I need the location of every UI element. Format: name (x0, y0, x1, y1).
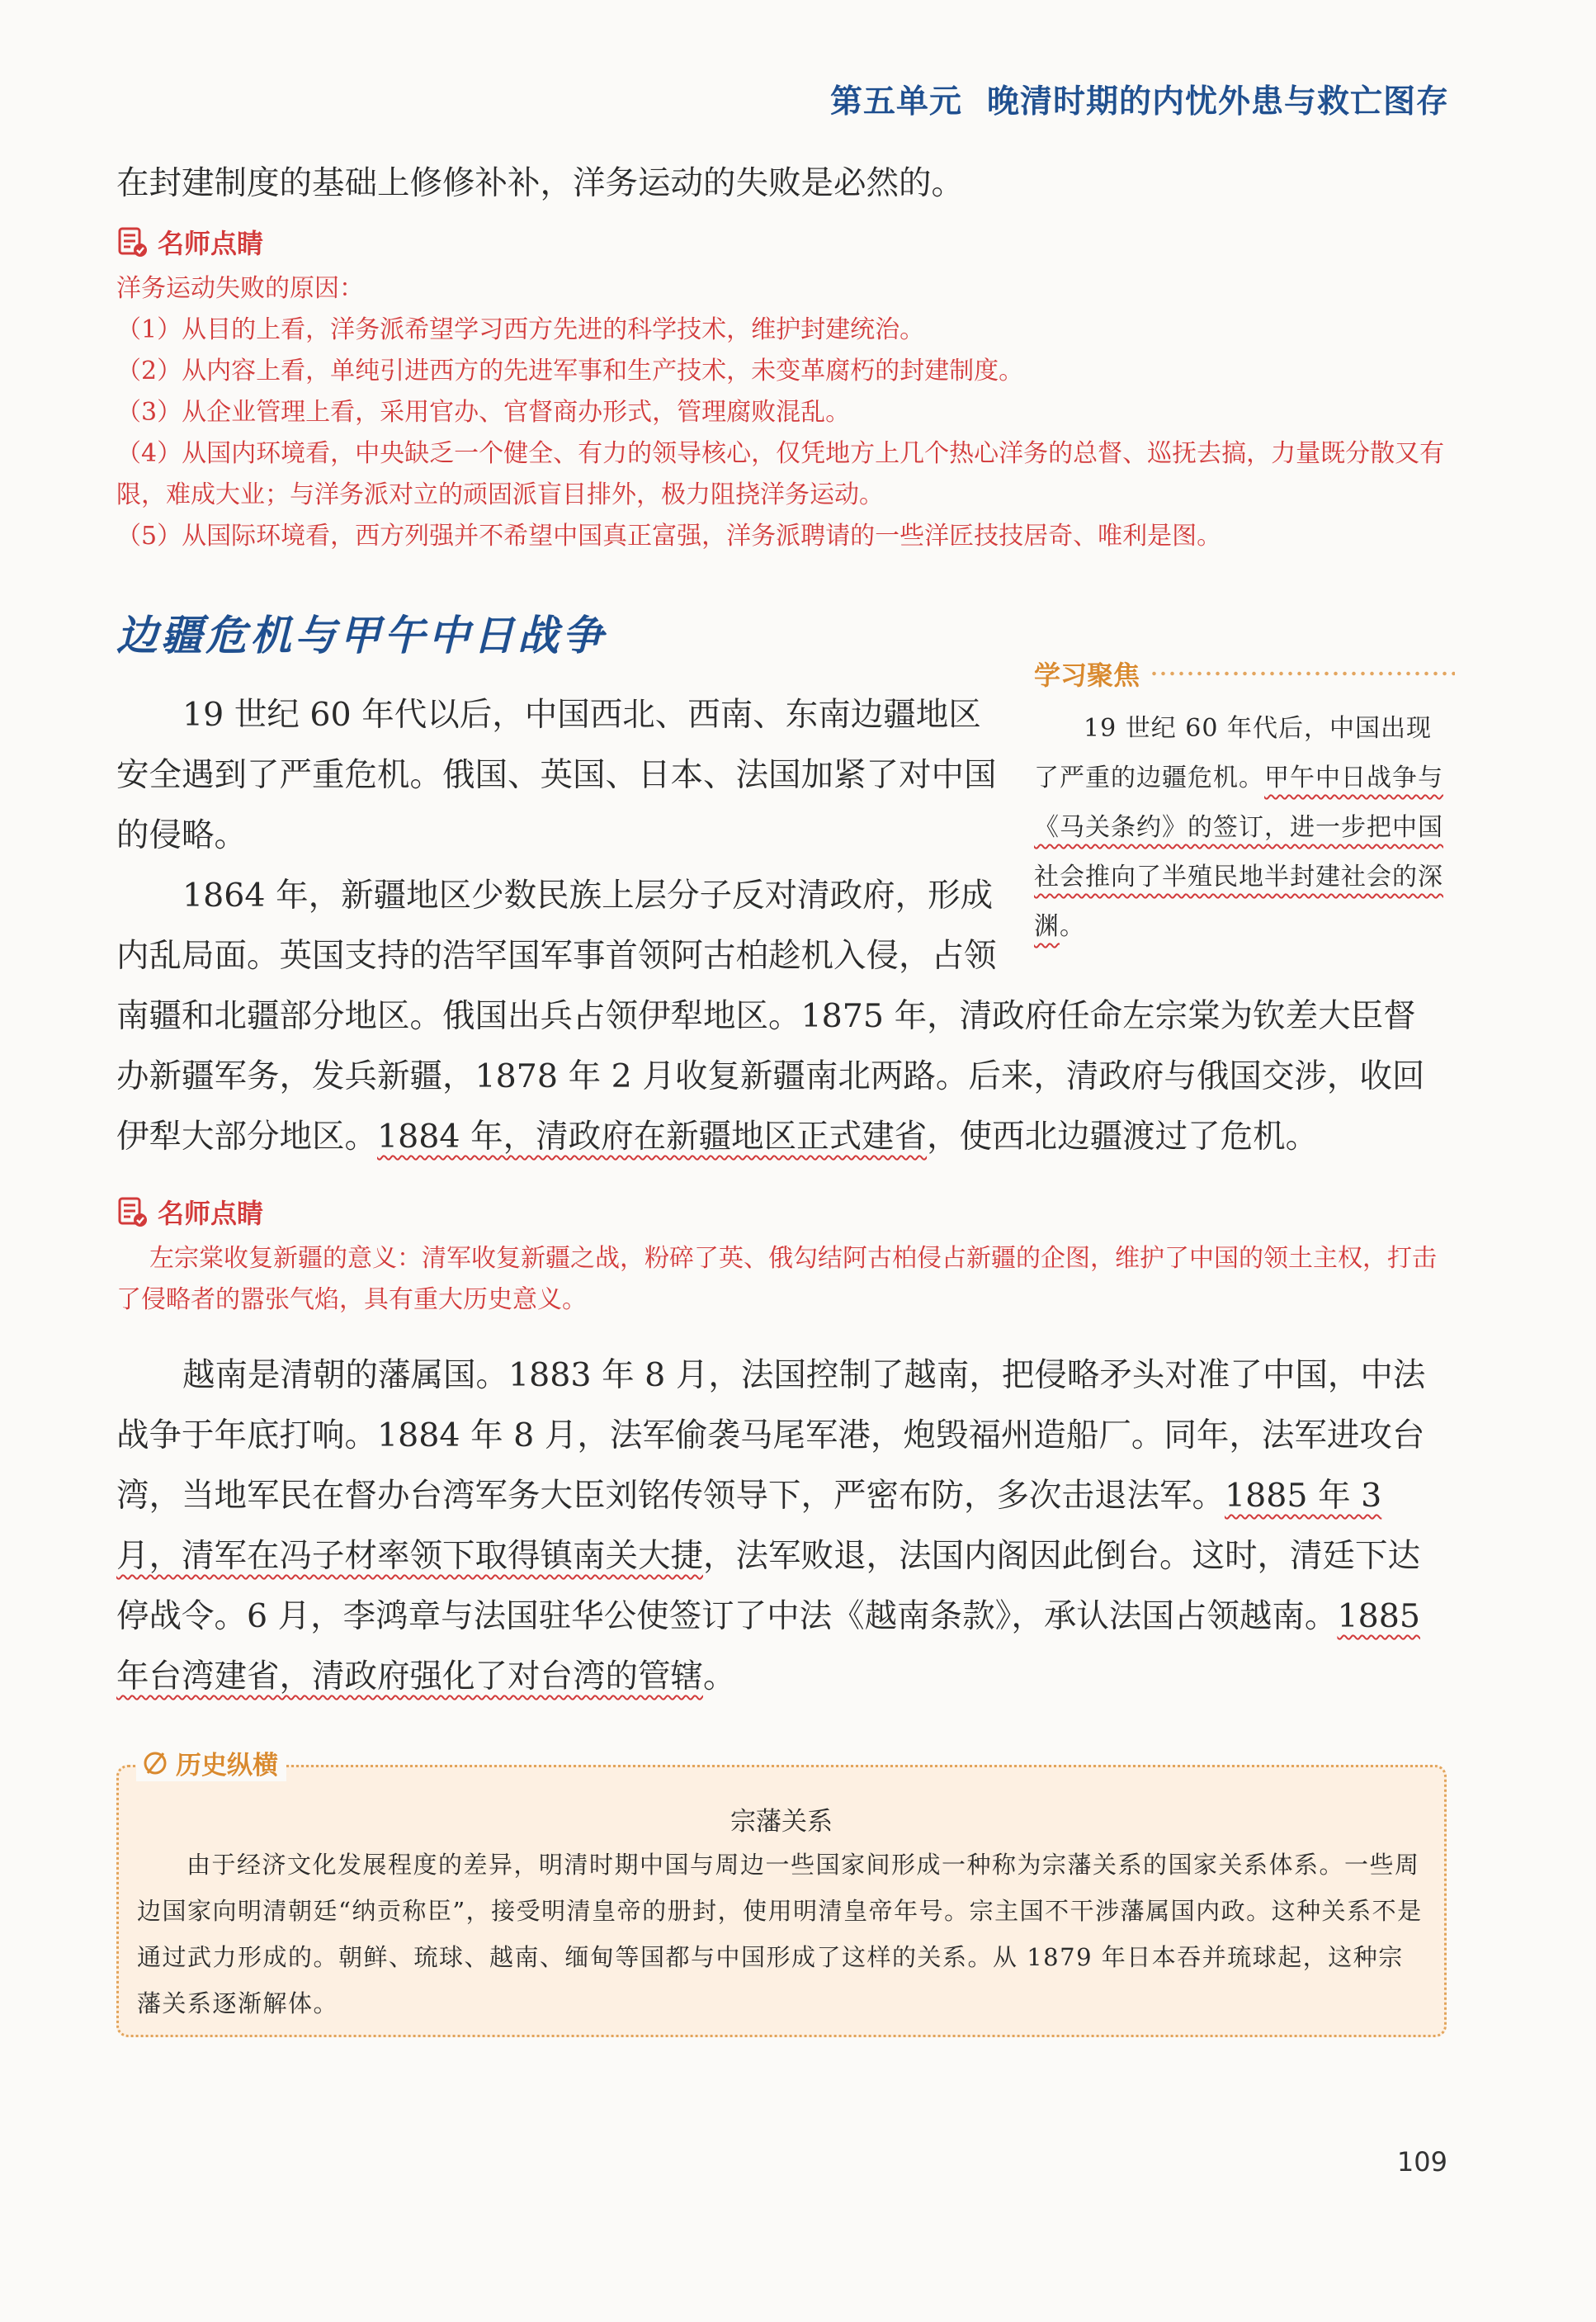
para-3-block (116, 1345, 1447, 1707)
para-1-block (116, 685, 1008, 866)
para-3-part2: ，法军败退，法国内阁因此倒台。这时，清廷下达停战令。6 月，李鸿章与法国驻华公使签订了中法《越南条款》，承认法国占领越南。 (116, 1537, 1420, 1635)
para-2-part2: ，使西北边疆渡过了危机。 (927, 1118, 1319, 1156)
para-3-part3: 。 (703, 1658, 736, 1695)
tip-lead: 洋务运动失败的原因： (116, 274, 364, 303)
intro-line: 在封建制度的基础上修修补补，洋务运动的失败是必然的。 (116, 164, 964, 202)
history-box (116, 1765, 1447, 2037)
dotted-rule (1150, 669, 1455, 678)
history-label-tag (136, 1744, 286, 1781)
tip-item-1: （1）从目的上看，洋务派希望学习西方先进的科学技术，维护封建统治。 (116, 315, 925, 344)
tip-item-5: （5）从国际环境看，西方列强并不希望中国真正富强，洋务派聘请的一些洋匠技技居奇、唯利是图。 (116, 522, 1222, 551)
para-3-part1: 越南是清朝的藩属国。1883 年 8 月，法国控制了越南，把侵略矛头对准了中国，中法战争于年底打响。1884 年 8 月，法军偷袭马尾军港，炮毁福州造船厂。同年，法军进攻台湾，当地军民在督办台湾军务大臣刘铭传领导下，严密布防，多次击退法军。 (116, 1356, 1426, 1515)
unit-label: 第五单元 (829, 83, 962, 121)
sidebar-underlined: 甲午中日战争与《马关条约》的签订，进一步把中国社会推向了半殖民地半封建社会的深渊 (1034, 764, 1443, 941)
notepad-check-icon (116, 1195, 149, 1228)
unit-title: 晚清时期的内忧外患与救亡图存 (986, 83, 1449, 121)
history-text-block (137, 1842, 1423, 2026)
para-2-part1: 1864 年，新疆地区少数民族上层分子反对清政府，形成内乱局面。英国支持的浩罕国军事首领阿古柏趁机入侵，占领南疆和北疆部分地区。俄国出兵占领伊犁地区。1875 年，清政府任命左宗棠为钦差大臣督办新疆军务，发兵新疆，1878 年 2 月收复新疆南北两路。后来，清政府与俄国交涉，收回伊犁大部分地区。 (116, 877, 1425, 1156)
para-2 (116, 866, 1447, 1167)
tip-body-2 (116, 1238, 1452, 1321)
para-2-underlined: 1884 年，清政府在新疆地区正式建省 (377, 1118, 928, 1156)
history-text: 由于经济文化发展程度的差异，明清时期中国与周边一些国家间形成一种称为宗藩关系的国家关系体系。一些周边国家向明清朝廷“纳贡称臣”，接受明清皇帝的册封，使用明清皇帝年号。宗主国不干涉藩属国内政。这种关系不是通过武力形成的。朝鲜、琉球、越南、缅甸等国都与中国形成了这样的关系。从 1879 年日本吞并琉球起，这种宗藩关系逐渐解体。 (137, 1851, 1423, 2017)
tip-item-4: （4）从国内环境看，中央缺乏一个健全、有力的领导核心，仅凭地方上几个热心洋务的总督、巡抚去搞，力量既分散又有限，难成大业；与洋务派对立的顽固派盲目排外，极力阻挠洋务运动。 (116, 439, 1445, 509)
tip-item-2: （2）从内容上看，单纯引进西方的先进军事和生产技术，未变革腐朽的封建制度。 (116, 357, 1024, 385)
notepad-check-icon (116, 225, 149, 258)
sidebar-spacer (1018, 866, 1447, 986)
tip-title-2 (116, 1193, 263, 1231)
tip-item-3: （3）从企业管理上看，采用官办、官督商办形式，管理腐败混乱。 (116, 398, 851, 427)
section-heading: 边疆危机与甲午中日战争 (116, 612, 607, 660)
tip-2-text: 左宗棠收复新疆的意义：清军收复新疆之战，粉碎了英、俄勾结阿古柏侵占新疆的企图，维护了中国的领土主权，打击了侵略者的嚣张气焰，具有重大历史意义。 (116, 1244, 1437, 1314)
para-3-underlined-2: 1885 年台湾建省，清政府强化了对台湾的管辖 (116, 1597, 1420, 1695)
tip-title-1 (116, 223, 263, 261)
para-1: 19 世纪 60 年代以后，中国西北、西南、东南边疆地区安全遇到了严重危机。俄国、英国、日本、法国加紧了对中国的侵略。 (116, 696, 997, 854)
page-header (830, 76, 1449, 122)
history-label: 历史纵横 (176, 1751, 278, 1781)
sidebar-end: 。 (1060, 912, 1085, 941)
sidebar-title (1034, 655, 1455, 693)
intro-paragraph (116, 154, 1447, 214)
compass-slash-icon (141, 1749, 169, 1777)
tip-body-1 (116, 268, 1452, 557)
tip-label-2: 名师点睛 (158, 1198, 264, 1229)
para-3 (116, 1345, 1447, 1707)
history-title: 宗藩关系 (730, 1807, 833, 1837)
page-number: 109 (1396, 2146, 1447, 2178)
tip-label-1: 名师点睛 (158, 228, 264, 259)
para-3-underlined-1: 1885 年 3 月，清军在冯子材率领下取得镇南关大捷 (116, 1477, 1382, 1575)
sidebar-label: 学习聚焦 (1034, 660, 1140, 691)
sidebar-plain: 19 世纪 60 年代后，中国出现了严重的边疆危机。 (1034, 714, 1432, 792)
